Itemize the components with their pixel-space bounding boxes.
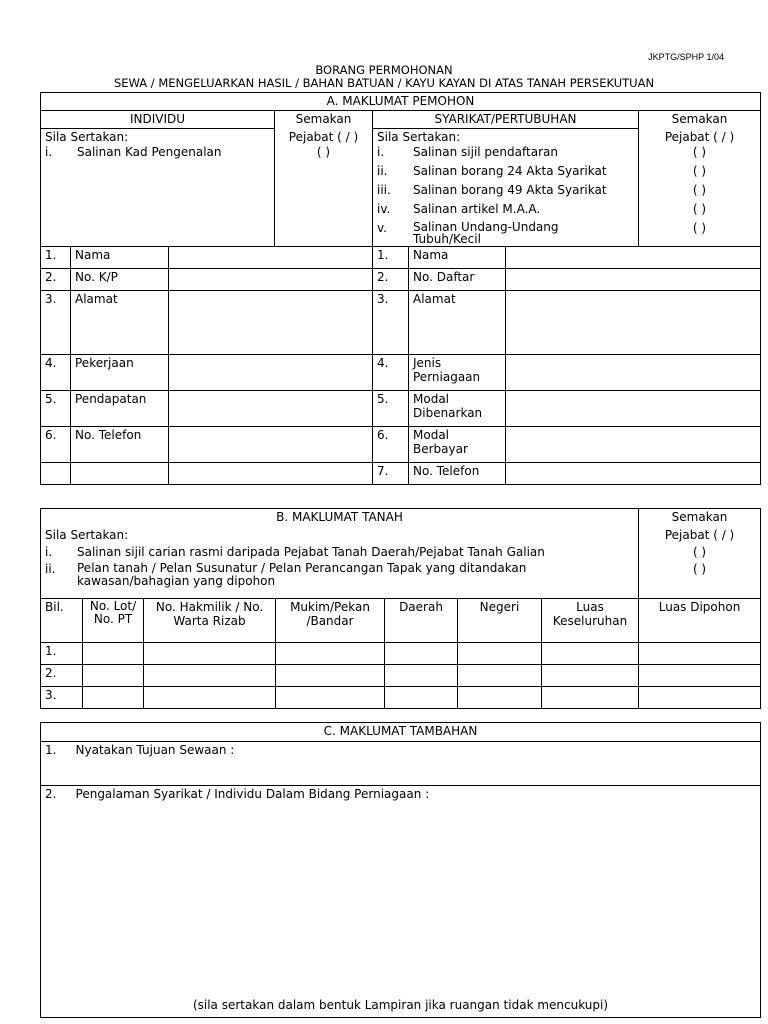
col-no-lot: No. Lot/ No. PT — [83, 599, 144, 643]
col-negeri: Negeri — [458, 599, 542, 643]
field-label-telefon-syarikat: No. Telefon — [409, 463, 506, 485]
col-hakmilik: No. Hakmilik / No. Warta Rizab — [144, 599, 276, 643]
check-box[interactable]: ( ) — [692, 144, 707, 159]
individu-docs — [41, 129, 275, 247]
check-box[interactable]: ( ) — [692, 544, 707, 559]
field-number: 3. — [373, 291, 409, 355]
syarikat-doc-item: ii. Salinan borang 24 Akta Syarikat — [377, 164, 607, 178]
tanah-check-column — [639, 527, 761, 599]
field-label-kp: No. K/P — [71, 269, 169, 291]
input-pendapatan[interactable] — [169, 391, 373, 427]
field-number: 4. — [373, 355, 409, 391]
field-label-modal-berbayar: Modal Berbayar — [409, 427, 506, 463]
pejabat-label: Pejabat ( / ) — [664, 129, 735, 144]
syarikat-doc-item: iii. Salinan borang 49 Akta Syarikat — [377, 183, 607, 197]
input-no-daftar[interactable] — [506, 269, 761, 291]
semakan-header-tanah: Semakan — [639, 509, 761, 527]
tujuan-sewaan-field[interactable] — [41, 742, 761, 786]
field-label-nama-syarikat: Nama — [409, 247, 506, 269]
section-b-table — [40, 508, 761, 709]
tujuan-sewaan-label: 1. Nyatakan Tujuan Sewaan : — [45, 743, 235, 757]
col-luas-keseluruhan: Luas Keseluruhan — [542, 599, 639, 643]
syarikat-doc-item: v. Salinan Undang-Undang Tubuh/Kecil — [377, 220, 559, 246]
field-label-nama: Nama — [71, 247, 169, 269]
semakan-header-individu: Semakan — [275, 111, 373, 129]
semakan-header-syarikat: Semakan — [639, 111, 761, 129]
tanah-doc-item: ii. Pelan tanah / Pelan Susunatur / Pelan Perancangan Tapak yang ditandakan kawasan/bahagian yang dipohon — [45, 560, 527, 588]
individu-header: INDIVIDU — [41, 111, 275, 129]
check-box[interactable]: ( ) — [692, 182, 707, 197]
table-row: 3. — [41, 687, 761, 709]
sila-sertakan-label: Sila Sertakan: — [45, 527, 129, 542]
empty-cell — [71, 463, 169, 485]
form-subtitle: SEWA / MENGELUARKAN HASIL / BAHAN BATUAN / KAYU KAYAN DI ATAS TANAH PERSEKUTUAN — [113, 76, 655, 90]
input-alamat-syarikat[interactable] — [506, 291, 761, 355]
field-number: 1. — [373, 247, 409, 269]
pengalaman-field[interactable] — [41, 786, 761, 1018]
input-nama[interactable] — [169, 247, 373, 269]
check-box[interactable]: ( ) — [692, 220, 707, 235]
syarikat-header: SYARIKAT/PERTUBUHAN — [373, 111, 639, 129]
check-box[interactable]: ( ) — [692, 561, 707, 576]
input-telefon[interactable] — [169, 427, 373, 463]
syarikat-check-column — [639, 129, 761, 247]
input-modal-berbayar[interactable] — [506, 427, 761, 463]
col-daerah: Daerah — [385, 599, 458, 643]
pejabat-label: Pejabat ( / ) — [664, 527, 735, 542]
field-number: 1. — [41, 247, 71, 269]
syarikat-doc-item: i. Salinan sijil pendaftaran — [377, 145, 558, 159]
col-mukim: Mukim/Pekan /Bandar — [276, 599, 385, 643]
table-row: 2. — [41, 665, 761, 687]
check-box[interactable]: ( ) — [316, 144, 331, 159]
input-nama-syarikat[interactable] — [506, 247, 761, 269]
field-label-pendapatan: Pendapatan — [71, 391, 169, 427]
empty-cell — [169, 463, 373, 485]
footnote: (sila sertakan dalam bentuk Lampiran jika ruangan tidak mencukupi) — [192, 998, 609, 1012]
section-a-table — [40, 92, 761, 485]
field-label-jenis-perniagaan: Jenis Perniagaan — [409, 355, 506, 391]
pejabat-label: Pejabat ( / ) — [288, 129, 359, 144]
input-telefon-syarikat[interactable] — [506, 463, 761, 485]
syarikat-doc-item: iv. Salinan artikel M.A.A. — [377, 202, 541, 216]
individu-doc-item: i. Salinan Kad Pengenalan — [45, 145, 222, 159]
col-luas-dipohon: Luas Dipohon — [639, 599, 761, 643]
individu-check-column — [275, 129, 373, 247]
table-row: 1. — [41, 643, 761, 665]
field-label-no-daftar: No. Daftar — [409, 269, 506, 291]
section-a-heading: A. MAKLUMAT PEMOHON — [41, 93, 761, 111]
form-code: JKPTG/SPHP 1/04 — [648, 52, 724, 62]
field-number: 7. — [373, 463, 409, 485]
check-box[interactable]: ( ) — [692, 163, 707, 178]
input-jenis-perniagaan[interactable] — [506, 355, 761, 391]
field-number: 5. — [373, 391, 409, 427]
field-number: 6. — [373, 427, 409, 463]
field-number: 5. — [41, 391, 71, 427]
form-title: BORANG PERMOHONAN — [315, 63, 453, 77]
section-c-table — [40, 722, 761, 1018]
field-number: 4. — [41, 355, 71, 391]
field-label-alamat: Alamat — [71, 291, 169, 355]
field-label-modal-dibenarkan: Modal Dibenarkan — [409, 391, 506, 427]
section-b-heading: B. MAKLUMAT TANAH — [41, 509, 639, 527]
input-kp[interactable] — [169, 269, 373, 291]
input-alamat[interactable] — [169, 291, 373, 355]
check-box[interactable]: ( ) — [692, 201, 707, 216]
tanah-docs — [41, 527, 639, 599]
field-number: 3. — [41, 291, 71, 355]
field-label-pekerjaan: Pekerjaan — [71, 355, 169, 391]
col-bil: Bil. — [41, 599, 83, 643]
sila-sertakan-label: Sila Sertakan: — [377, 130, 461, 144]
field-number: 2. — [41, 269, 71, 291]
syarikat-docs — [373, 129, 639, 247]
field-number: 6. — [41, 427, 71, 463]
pengalaman-label: 2. Pengalaman Syarikat / Individu Dalam Bidang Perniagaan : — [45, 787, 430, 801]
tanah-doc-item: i. Salinan sijil carian rasmi daripada Pejabat Tanah Daerah/Pejabat Tanah Galian — [45, 544, 545, 559]
field-label-alamat-syarikat: Alamat — [409, 291, 506, 355]
sila-sertakan-label: Sila Sertakan: — [45, 130, 129, 144]
field-number: 2. — [373, 269, 409, 291]
input-modal-dibenarkan[interactable] — [506, 391, 761, 427]
empty-cell — [41, 463, 71, 485]
field-label-telefon: No. Telefon — [71, 427, 169, 463]
input-pekerjaan[interactable] — [169, 355, 373, 391]
section-c-heading: C. MAKLUMAT TAMBAHAN — [41, 723, 761, 742]
